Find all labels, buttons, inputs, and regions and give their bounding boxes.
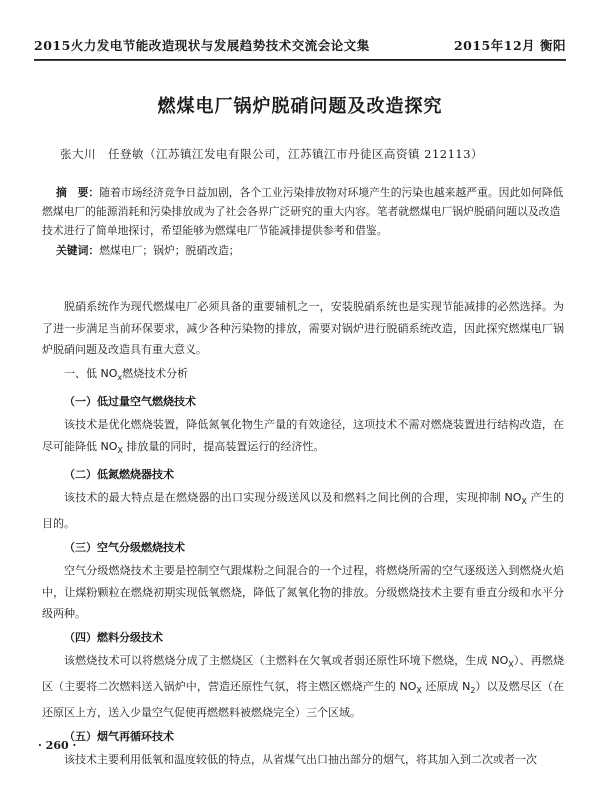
subsection-heading-4: （四）燃料分级技术: [64, 630, 163, 644]
paper-title: 燃煤电厂锅炉脱硝问题及改造探究: [157, 96, 443, 117]
body-text: [42, 296, 564, 771]
subsection-heading-3: （三）空气分级燃烧技术: [64, 540, 185, 554]
authors-affiliation: 张大川 任登敏（江苏镇江发电有限公司，江苏镇江市丹徒区高资镇 212113）: [60, 147, 484, 161]
intro-paragraph: 脱硝系统作为现代燃煤电厂必须具备的重要辅机之一，安装脱硝系统也是实现节能减排的必然选择。为了进一步满足当前环保要求，减少各种污染物的排放，需要对锅炉进行脱硝系统改造，因此探究燃煤电厂锅炉脱硝问题及改造具有重大意义。: [42, 300, 564, 357]
subsection-1-paragraph: 该技术是优化燃烧装置，降低氮氧化物生产量的有效途径，这项技术不需对燃烧装置进行结构改造，在尽可能降低 $NO_X$ 排放量的同时，提高装置运行的经济性。: [42, 418, 564, 455]
header-right: 2015年12月 衡阳: [453, 38, 566, 53]
header-left: 2015火力发电节能改造现状与发展趋势技术交流会论文集: [34, 38, 370, 53]
subsection-heading-2: （二）低氮燃烧器技术: [64, 467, 174, 481]
abstract-label: 摘 要：: [56, 186, 100, 199]
page-number: · 260 ·: [38, 739, 77, 752]
keywords: [56, 243, 564, 258]
subsection-heading-5: （五）烟气再循环技术: [64, 729, 174, 743]
subsection-5-paragraph: 该技术主要利用低氧和温度较低的特点，从省煤气出口抽出部分的烟气，将其加入到二次或者一次: [64, 753, 537, 767]
subsection-heading-1: （一）低过量空气燃烧技术: [64, 394, 196, 408]
subsection-3-paragraph: 空气分级燃烧技术主要是控制空气跟煤粉之间混合的一个过程，将燃烧所需的空气逐级送入到燃烧火焰中，让煤粉颗粒在燃烧初期实现低氧燃烧，降低了氮氧化物的排放。分级燃烧技术主要有垂直分级和水平分级两种。: [42, 564, 564, 621]
keywords-label: 关键词：: [56, 244, 100, 257]
keywords-text: 燃煤电厂；锅炉；脱硝改造；: [99, 244, 240, 257]
section-heading-1: 一、低 $NO_x$燃烧技术分析: [64, 366, 189, 382]
header-rule: [34, 60, 566, 61]
abstract-text: 随着市场经济竞争日益加剧，各个工业污染排放物对环境产生的污染也越来越严重。因此如何降低燃煤电厂的能源消耗和污染排放成为了社会各界广泛研究的重大内容。笔者就燃煤电厂锅炉脱硝问题以及改造技术进行了简单地探讨，希望能够为燃煤电厂节能减排提供参考和借鉴。: [42, 186, 564, 237]
running-header: [34, 36, 566, 61]
abstract: [42, 183, 564, 240]
subsection-4-paragraph: 该燃烧技术可以将燃烧分成了主燃烧区（主燃料在欠氧或者弱还原性环境下燃烧，生成 $NO_X$）、再燃烧区（主要将二次燃料送入锅炉中，营造还原性气氛，将主燃区燃烧产生的 $NO_X$ 还原成 $N_2$）以及燃尽区（在还原区上方，送入少量空气促使再燃燃料被燃烧完全）三个区域。: [42, 654, 565, 720]
subsection-2-paragraph: 该技术的最大特点是在燃烧器的出口实现分级送风以及和燃料之间比例的合理，实现抑制 $NO_X$ 产生的目的。: [42, 491, 564, 530]
